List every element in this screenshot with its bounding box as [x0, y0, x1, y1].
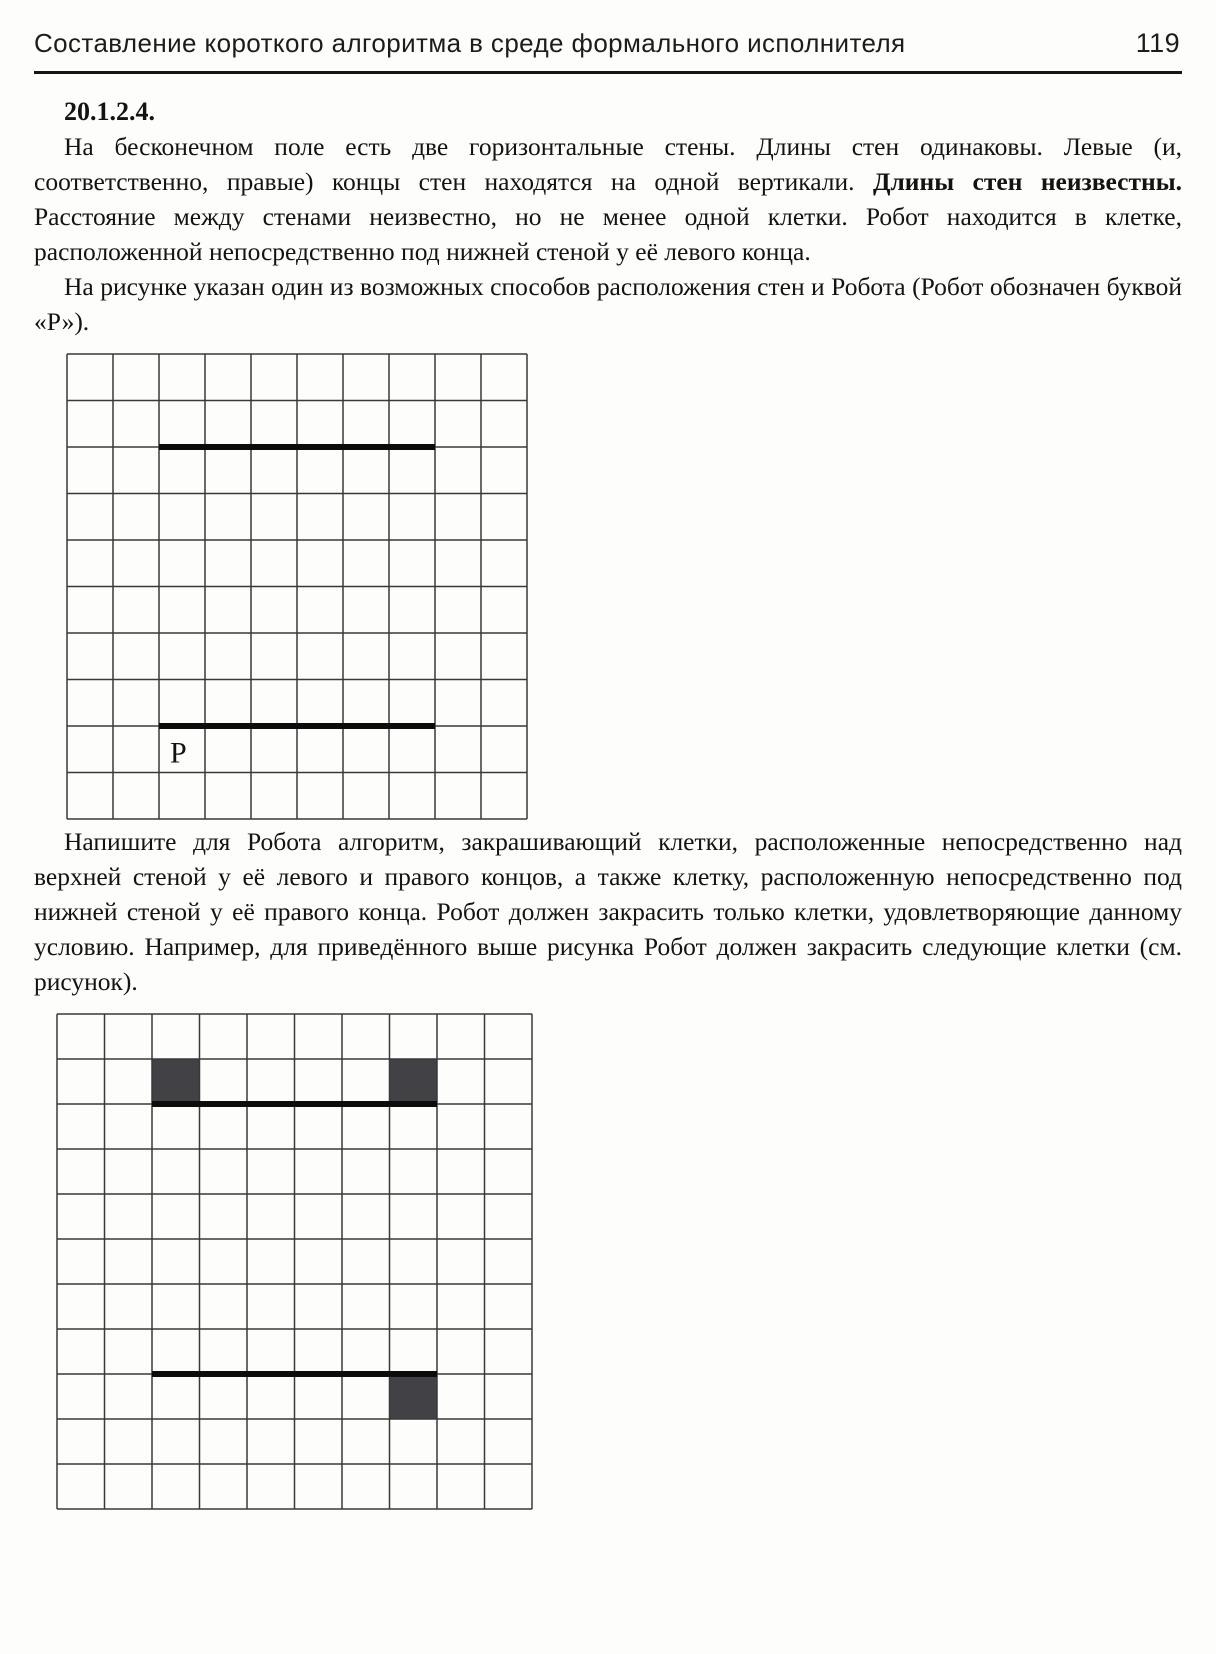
paragraph-3: Напишите для Робота алгоритм, закрашивающий клетки, расположенные непосредственно над верхней стеной у её левого и правого концов, а также клетку, расположенную непосредственно под нижней стеной у её правого конца. Робот должен закрасить только клетки, удовлетворяющие данному условию. Например, для приведённого выше рисунка Робот должен закрасить следующие клетки (см. рисунок).: [34, 827, 1182, 996]
paragraph-1: [34, 129, 1182, 269]
paragraph-1-text: На бесконечном поле есть две горизонтальные стены. Длины стен одинаковы. Левые (и, соответственно, правые) концы стен находятся на одной вертикали.: [34, 132, 1182, 196]
figure-grid-2: [54, 1009, 1182, 1514]
running-header: [34, 22, 1182, 74]
header-title: Составление короткого алгоритма в среде формального исполнителя: [34, 28, 906, 58]
paragraph-2: На рисунке указан один из возможных способов расположения стен и Робота (Робот обозначен буквой «Р»).: [34, 272, 1182, 336]
shaded-cell: [390, 1059, 438, 1104]
paragraph-1-bold: Длины стен неизвестны.: [872, 167, 1182, 196]
page-number: 119: [1135, 28, 1180, 58]
robot-label: Р: [170, 736, 187, 770]
shaded-cell: [152, 1059, 200, 1104]
grid-svg: [54, 1009, 535, 1514]
section-number: 20.1.2.4.: [64, 97, 155, 126]
paragraph-1-text-cont: Расстояние между стенами неизвестно, но не менее одной клетки. Робот находится в клетке, расположенной непосредственно под нижней стеной у её левого конца.: [34, 202, 1182, 266]
shaded-cell: [390, 1374, 438, 1419]
figure-grid-1: [64, 349, 1182, 824]
grid-svg: [64, 349, 530, 824]
page-content: [34, 94, 1182, 1514]
